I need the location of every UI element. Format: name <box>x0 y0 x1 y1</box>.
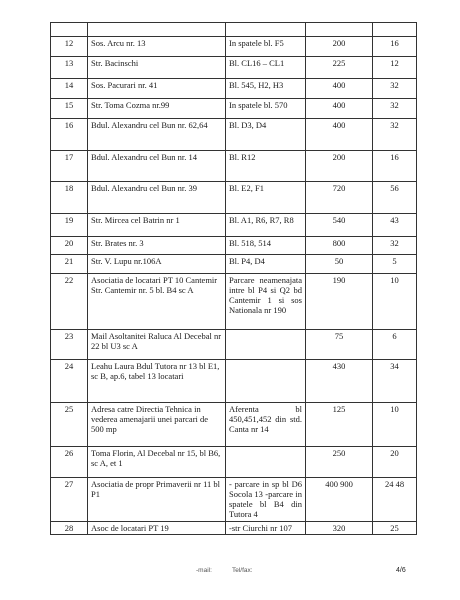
cell-nr: 14 <box>51 79 88 99</box>
cell-empty <box>306 23 373 37</box>
table-row <box>51 57 417 79</box>
cell-empty <box>88 23 226 37</box>
cell-count: 5 <box>373 255 417 274</box>
cell-location: Bl. A1, R6, R7, R8 <box>226 214 306 237</box>
cell-count: 16 <box>373 37 417 57</box>
cell-street: Bdul. Alexandru cel Bun nr. 62,64 <box>88 119 226 151</box>
cell-capacity: 430 <box>306 360 373 403</box>
cell-location: -str Ciurchi nr 107 <box>226 522 306 535</box>
cell-count: 10 <box>373 274 417 330</box>
cell-location: Bl. E2, F1 <box>226 182 306 214</box>
cell-street: Leahu Laura Bdul Tutora nr 13 bl E1, sc B, ap.6, tabel 13 locatari <box>88 360 226 403</box>
cell-street: Str. V. Lupu nr.106A <box>88 255 226 274</box>
cell-count: 32 <box>373 99 417 119</box>
cell-location: In spatele bl. F5 <box>226 37 306 57</box>
cell-street: Asociatia de locatari PT 10 Cantemir Str. Cantemir nr. 5 bl. B4 sc A <box>88 274 226 330</box>
table-row <box>51 119 417 151</box>
footer-mail: -mail: <box>196 567 212 574</box>
cell-location: Bl. R12 <box>226 151 306 182</box>
table-row <box>51 255 417 274</box>
cell-capacity: 225 <box>306 57 373 79</box>
table-row <box>51 99 417 119</box>
table-row <box>51 182 417 214</box>
cell-capacity: 400 <box>306 99 373 119</box>
cell-location: Bl. 545, H2, H3 <box>226 79 306 99</box>
cell-count: 6 <box>373 330 417 360</box>
table-row <box>51 522 417 535</box>
cell-street: Mail Asoltanitei Raluca Al Decebal nr 22 bl U3 sc A <box>88 330 226 360</box>
cell-nr: 22 <box>51 274 88 330</box>
cell-street: Toma Florin, Al Decebal nr 15, bl B6, sc A, et 1 <box>88 447 226 478</box>
table-row-top <box>51 23 417 37</box>
cell-location: Parcare neamenajata intre bl P4 si Q2 bd Cantemir 1 si sos Nationala nr 190 <box>226 274 306 330</box>
cell-location: Bl. D3, D4 <box>226 119 306 151</box>
footer-fax: Tel/fax: <box>232 567 253 574</box>
cell-nr: 17 <box>51 151 88 182</box>
cell-nr: 19 <box>51 214 88 237</box>
cell-nr: 25 <box>51 403 88 447</box>
cell-capacity: 400 <box>306 79 373 99</box>
cell-capacity: 540 <box>306 214 373 237</box>
cell-count: 32 <box>373 237 417 255</box>
cell-count: 32 <box>373 79 417 99</box>
cell-capacity: 125 <box>306 403 373 447</box>
cell-count: 32 <box>373 119 417 151</box>
table-row <box>51 478 417 522</box>
cell-nr: 23 <box>51 330 88 360</box>
cell-location: Bl. CL16 – CL1 <box>226 57 306 79</box>
cell-location: - parcare in sp bl D6 Socola 13 -parcare in spatele bl B4 din Tutora 4 <box>226 478 306 522</box>
cell-location: Aferenta bl 450,451,452 din std. Canta nr 14 <box>226 403 306 447</box>
table-row <box>51 403 417 447</box>
table-row <box>51 330 417 360</box>
cell-capacity: 400 900 <box>306 478 373 522</box>
table-row <box>51 360 417 403</box>
cell-count: 20 <box>373 447 417 478</box>
cell-count: 10 <box>373 403 417 447</box>
cell-street: Str. Bacinschi <box>88 57 226 79</box>
cell-street: Str. Mircea cel Batrin nr 1 <box>88 214 226 237</box>
table-row <box>51 237 417 255</box>
cell-nr: 24 <box>51 360 88 403</box>
cell-capacity: 250 <box>306 447 373 478</box>
table-row <box>51 274 417 330</box>
cell-nr: 27 <box>51 478 88 522</box>
cell-street: Asociatia de propr Primaverii nr 11 bl P1 <box>88 478 226 522</box>
cell-capacity: 190 <box>306 274 373 330</box>
cell-empty <box>373 23 417 37</box>
parking-table <box>50 22 417 535</box>
page-number: 4/6 <box>396 567 406 574</box>
cell-nr: 26 <box>51 447 88 478</box>
cell-empty <box>51 23 88 37</box>
cell-location: Bl. P4, D4 <box>226 255 306 274</box>
cell-nr: 12 <box>51 37 88 57</box>
cell-nr: 21 <box>51 255 88 274</box>
cell-location <box>226 330 306 360</box>
cell-count: 12 <box>373 57 417 79</box>
cell-location: In spatele bl. 570 <box>226 99 306 119</box>
table-row <box>51 151 417 182</box>
cell-street: Sos. Arcu nr. 13 <box>88 37 226 57</box>
cell-nr: 20 <box>51 237 88 255</box>
cell-nr: 28 <box>51 522 88 535</box>
page-footer <box>0 567 460 579</box>
cell-nr: 18 <box>51 182 88 214</box>
cell-capacity: 800 <box>306 237 373 255</box>
cell-location <box>226 360 306 403</box>
cell-capacity: 200 <box>306 151 373 182</box>
cell-capacity: 75 <box>306 330 373 360</box>
cell-nr: 13 <box>51 57 88 79</box>
cell-empty <box>226 23 306 37</box>
cell-count: 56 <box>373 182 417 214</box>
cell-street: Asoc de locatari PT 19 <box>88 522 226 535</box>
cell-capacity: 320 <box>306 522 373 535</box>
cell-street: Str. Brates nr. 3 <box>88 237 226 255</box>
cell-nr: 16 <box>51 119 88 151</box>
cell-count: 34 <box>373 360 417 403</box>
cell-street: Adresa catre Directia Tehnica in vederea amenajarii unei parcari de 500 mp <box>88 403 226 447</box>
table-row <box>51 79 417 99</box>
cell-nr: 15 <box>51 99 88 119</box>
cell-street: Sos. Pacurari nr. 41 <box>88 79 226 99</box>
table-row <box>51 214 417 237</box>
cell-street: Str. Toma Cozma nr.99 <box>88 99 226 119</box>
cell-capacity: 400 <box>306 119 373 151</box>
table-row <box>51 37 417 57</box>
cell-count: 43 <box>373 214 417 237</box>
cell-count: 25 <box>373 522 417 535</box>
table-row <box>51 447 417 478</box>
table-body <box>51 23 417 535</box>
cell-capacity: 720 <box>306 182 373 214</box>
cell-count: 24 48 <box>373 478 417 522</box>
cell-capacity: 200 <box>306 37 373 57</box>
cell-location: Bl. 518, 514 <box>226 237 306 255</box>
cell-street: Bdul. Alexandru cel Bun nr. 14 <box>88 151 226 182</box>
cell-capacity: 50 <box>306 255 373 274</box>
cell-location <box>226 447 306 478</box>
cell-street: Bdul. Alexandru cel Bun nr. 39 <box>88 182 226 214</box>
cell-count: 16 <box>373 151 417 182</box>
